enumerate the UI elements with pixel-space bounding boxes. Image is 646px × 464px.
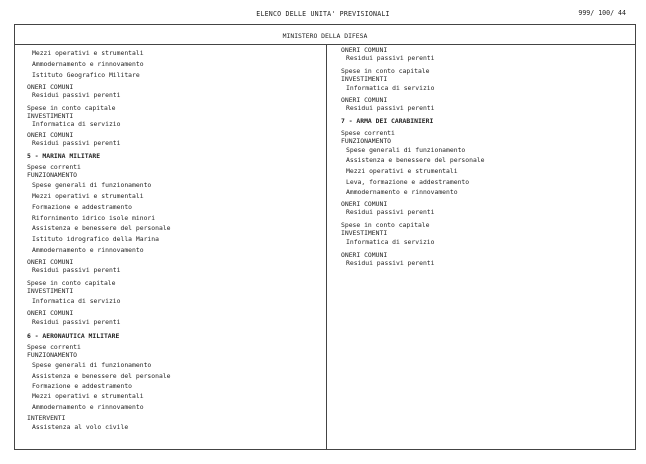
list-item: ONERI COMUNI bbox=[27, 131, 74, 139]
list-item: Residui passivi perenti bbox=[32, 91, 121, 99]
list-item: Informatica di servizio bbox=[32, 297, 121, 305]
list-item: Residui passivi perenti bbox=[346, 104, 435, 112]
page-number: 999/ 100/ 44 bbox=[578, 9, 626, 17]
list-item: Residui passivi perenti bbox=[346, 54, 435, 62]
list-item: Ammodernamento e rinnovamento bbox=[32, 246, 144, 254]
list-item: Spese generali di funzionamento bbox=[346, 146, 466, 154]
section-heading: 6 - AERONAUTICA MILITARE bbox=[27, 332, 120, 340]
list-item: INVESTIMENTI bbox=[27, 287, 74, 295]
list-item: Ammodernamento e rinnovamento bbox=[32, 403, 144, 411]
list-item: Mezzi operativi e strumentali bbox=[32, 192, 144, 200]
list-item: Residui passivi perenti bbox=[346, 208, 435, 216]
list-item: Assistenza e benessere del personale bbox=[32, 372, 171, 380]
table-frame bbox=[14, 24, 636, 450]
list-item: Spese in conto capitale bbox=[341, 67, 430, 75]
column-divider bbox=[326, 45, 327, 450]
list-item: Spese in conto capitale bbox=[341, 221, 430, 229]
list-item: Istituto Geografico Militare bbox=[32, 71, 140, 79]
list-item: ONERI COMUNI bbox=[341, 200, 388, 208]
list-item: Residui passivi perenti bbox=[346, 259, 435, 267]
list-item: FUNZIONAMENTO bbox=[27, 171, 78, 179]
document-title: ELENCO DELLE UNITA' PREVISIONALI bbox=[256, 10, 390, 18]
list-item: ONERI COMUNI bbox=[341, 96, 388, 104]
list-item: ONERI COMUNI bbox=[27, 83, 74, 91]
list-item: Spese in conto capitale bbox=[27, 279, 116, 287]
list-item: Assistenza e benessere del personale bbox=[32, 224, 171, 232]
list-item: Assistenza al volo civile bbox=[32, 423, 129, 431]
list-item: INTERVENTI bbox=[27, 414, 66, 422]
list-item: Ammodernamento e rinnovamento bbox=[346, 188, 458, 196]
ministry-name: MINISTERO DELLA DIFESA bbox=[282, 32, 368, 40]
list-item: Residui passivi perenti bbox=[32, 266, 121, 274]
section-heading: 5 - MARINA MILITARE bbox=[27, 152, 101, 160]
list-item: INVESTIMENTI bbox=[27, 112, 74, 120]
list-item: Ammodernamento e rinnovamento bbox=[32, 60, 144, 68]
right-column bbox=[341, 25, 631, 445]
list-item: INVESTIMENTI bbox=[341, 75, 388, 83]
list-item: ONERI COMUNI bbox=[27, 258, 74, 266]
list-item: INVESTIMENTI bbox=[341, 229, 388, 237]
list-item: Mezzi operativi e strumentali bbox=[32, 49, 144, 57]
list-item: Residui passivi perenti bbox=[32, 139, 121, 147]
list-item: FUNZIONAMENTO bbox=[27, 351, 78, 359]
list-item: Formazione e addestramento bbox=[32, 203, 133, 211]
list-item: Istituto idrografico della Marina bbox=[32, 235, 159, 243]
list-item: Assistenza e benessere del personale bbox=[346, 156, 485, 164]
list-item: Spese in conto capitale bbox=[27, 104, 116, 112]
list-item: FUNZIONAMENTO bbox=[341, 137, 392, 145]
list-item: Spese correnti bbox=[27, 163, 81, 171]
list-item: ONERI COMUNI bbox=[27, 309, 74, 317]
list-item: Informatica di servizio bbox=[32, 120, 121, 128]
list-item: Residui passivi perenti bbox=[32, 318, 121, 326]
list-item: Mezzi operativi e strumentali bbox=[32, 392, 144, 400]
list-item: ONERI COMUNI bbox=[341, 46, 388, 54]
left-column bbox=[27, 25, 322, 445]
list-item: Informatica di servizio bbox=[346, 238, 435, 246]
section-heading: 7 - ARMA DEI CARABINIERI bbox=[341, 117, 434, 125]
list-item: Informatica di servizio bbox=[346, 84, 435, 92]
list-item: Rifornimento idrico isole minori bbox=[32, 214, 156, 222]
list-item: Spese generali di funzionamento bbox=[32, 181, 152, 189]
list-item: ONERI COMUNI bbox=[341, 251, 388, 259]
list-item: Spese correnti bbox=[27, 343, 81, 351]
list-item: Formazione e addestramento bbox=[32, 382, 133, 390]
list-item: Spese correnti bbox=[341, 129, 395, 137]
list-item: Mezzi operativi e strumentali bbox=[346, 167, 458, 175]
list-item: Leva, formazione e addestramento bbox=[346, 178, 470, 186]
list-item: Spese generali di funzionamento bbox=[32, 361, 152, 369]
